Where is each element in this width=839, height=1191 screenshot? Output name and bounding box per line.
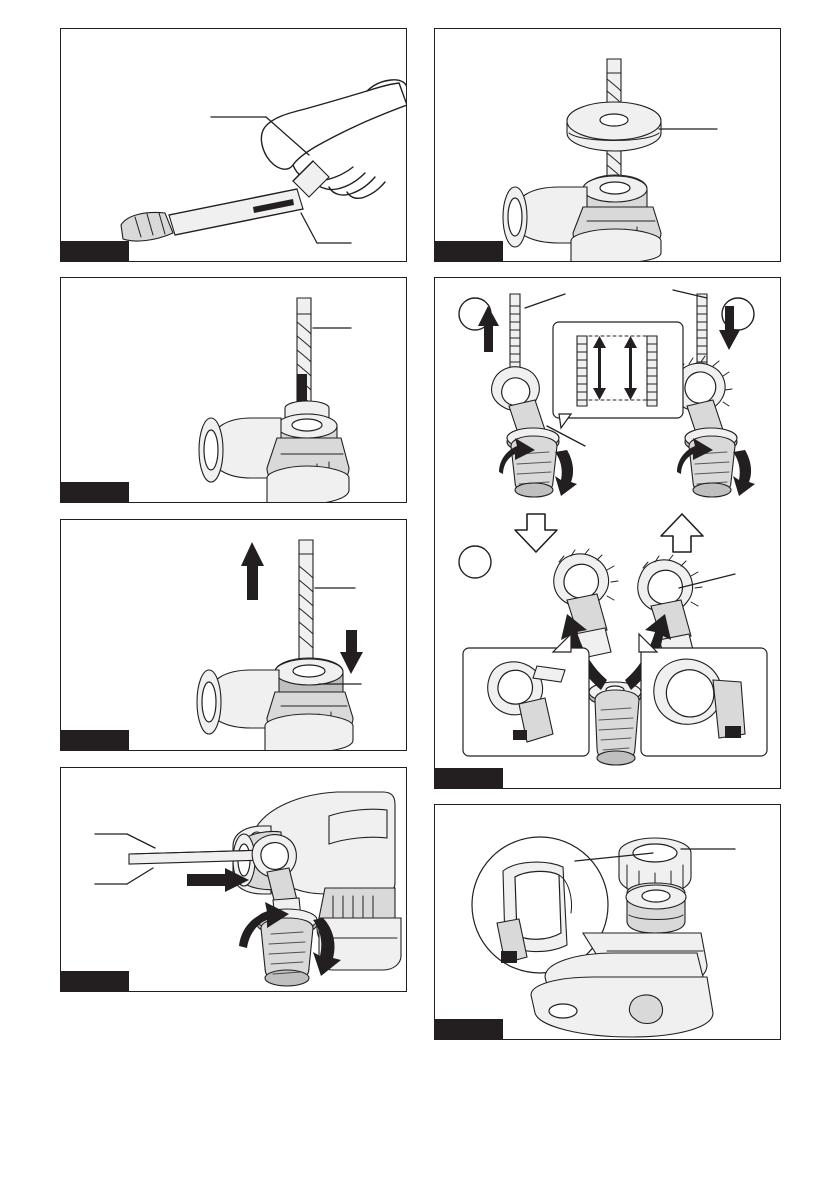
figure-number-badge-4 <box>61 971 129 991</box>
figure-number-badge-3 <box>61 730 129 750</box>
figure-bit-insert-down <box>60 277 407 503</box>
figure-bit-insert-hand <box>60 28 407 262</box>
figure-clamp-band-detail <box>434 804 781 1040</box>
figure-dust-cup-fitting <box>434 28 781 262</box>
figure-number-badge-2 <box>61 482 129 502</box>
figure-depth-rod-and-side-handle <box>60 767 407 992</box>
figure-number-badge-6 <box>435 768 503 788</box>
figure-number-badge-1 <box>61 241 129 261</box>
figure-number-badge-7 <box>435 1019 503 1039</box>
figure-bit-remove-up <box>60 519 407 751</box>
figure-side-handle-assembly <box>434 277 781 789</box>
figure-number-badge-5 <box>435 241 503 261</box>
